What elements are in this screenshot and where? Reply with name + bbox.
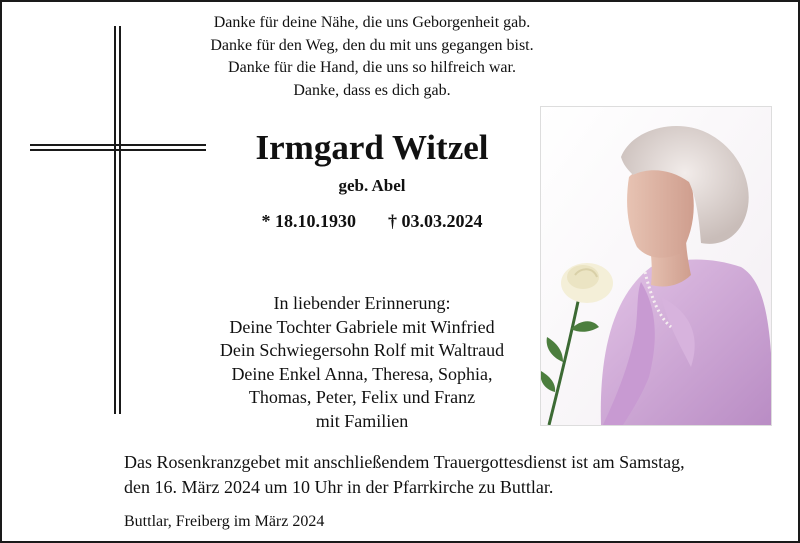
cross-vertical-bar [114,26,116,414]
life-dates [222,208,522,234]
service-line: den 16. März 2024 um 10 Uhr in der Pfarrkirche zu Buttlar. [124,476,554,497]
poem-line: Danke für die Hand, die uns so hilfreich war. [228,59,516,76]
mourners-line: In liebender Erinnerung: [273,293,451,313]
poem-line: Danke für deine Nähe, die uns Geborgenheit gab. [213,14,531,31]
cross-vertical-bar [119,26,121,414]
mourners-line: Thomas, Peter, Felix und Franz [248,387,476,408]
poem-line: Danke für den Weg, den du mit uns gegangen bist. [210,36,534,54]
deceased-name: Irmgard Witzel [255,128,489,167]
service-line: Das Rosenkranzgebet mit anschließendem Trauergottesdienst ist am Samstag, [124,452,685,472]
mourners-line: mit Familien [315,410,409,431]
mourners-line: Deine Tochter Gabriele mit Winfried [229,316,495,337]
portrait-illustration [541,107,771,425]
poem [142,12,602,102]
death-date: † 03.03.2024 [388,211,483,231]
place-date: Buttlar, Freiberg im März 2024 [124,513,325,530]
maiden-name: geb. Abel [338,176,406,195]
mourners-list [172,292,552,434]
portrait-photo [540,106,772,426]
mourners-line: Deine Enkel Anna, Theresa, Sophia, [231,363,493,384]
mourners-line: Dein Schwiegersohn Rolf mit Waltraud [219,340,505,361]
cross-horizontal-bar [30,144,206,146]
birth-date: * 18.10.1930 [261,211,356,231]
cross-horizontal-bar [30,149,206,151]
poem-line: Danke, dass es dich gab. [293,81,451,99]
service-announcement [124,450,774,499]
